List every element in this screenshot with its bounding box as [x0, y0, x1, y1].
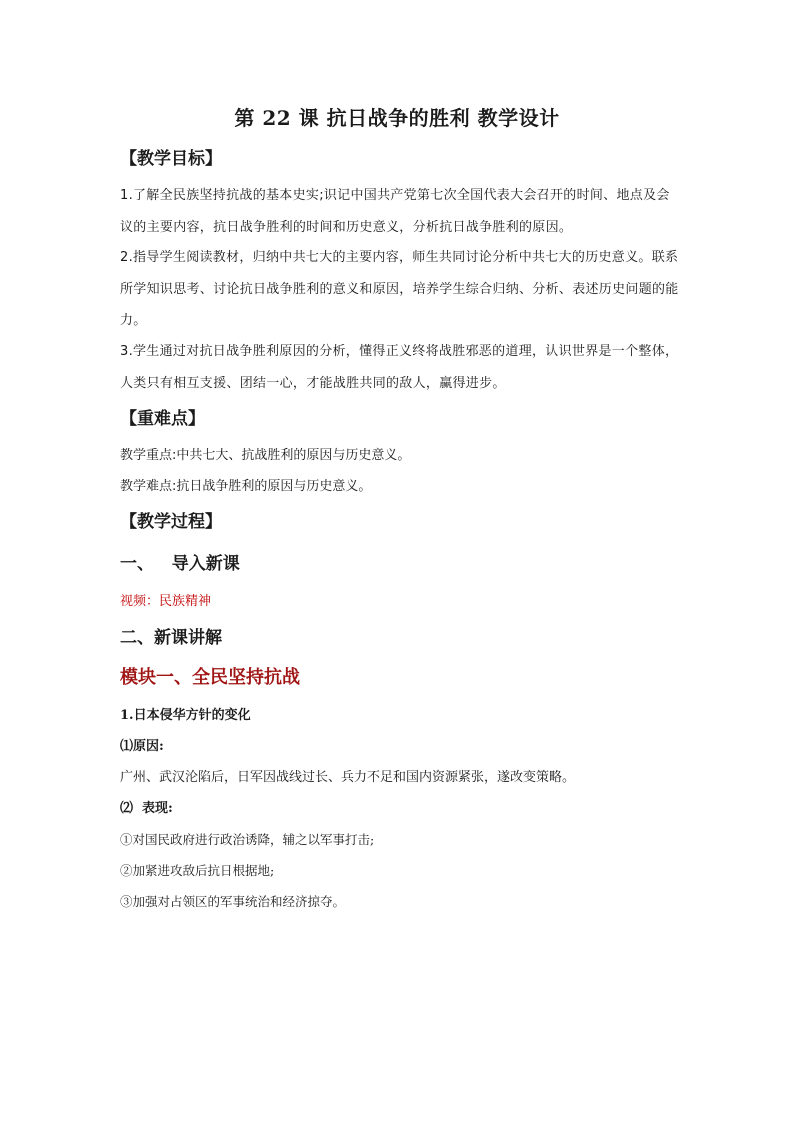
- reason-text: 广州、武汉沦陷后，日军因战线过长、兵力不足和国内资源紧张，遂改变策略。: [120, 770, 576, 785]
- section-heading-key-points: 【重难点】: [120, 409, 205, 429]
- document-title: 第 22 课 抗日战争的胜利 教学设计: [234, 106, 560, 130]
- process-part2-heading: 二、新课讲解: [120, 628, 222, 648]
- manifestation-item: ②加紧进攻敌后抗日根据地;: [120, 863, 275, 878]
- topic1-heading: 1.日本侵华方针的变化: [120, 708, 251, 723]
- objective-item-3: 3.学生通过对抗日战争胜利原因的分析，懂得正义终将战胜邪恶的道理，认识世界是一个整体，人类只有相互支援、团结一心，才能战胜共同的敌人，赢得进步。: [120, 344, 679, 391]
- key-point-difficulty: 教学难点:抗日战争胜利的原因与历史意义。: [120, 479, 372, 494]
- manifestation-item: ③加强对占领区的军事统治和经济掠夺。: [120, 894, 346, 909]
- module1-heading: 模块一、全民坚持抗战: [120, 667, 300, 688]
- objective-item-1: 1.了解全民族坚持抗战的基本史实;识记中国共产党第七次全国代表大会召开的时间、地点及会议的主要内容，抗日战争胜利的时间和历史意义，分析抗日战争胜利的原因。: [120, 188, 670, 235]
- key-point-focus: 教学重点:中共七大、抗战胜利的原因与历史意义。: [120, 448, 411, 463]
- manifestation-item: ①对国民政府进行政治诱降，辅之以军事打击;: [120, 832, 375, 847]
- manifestation-heading: ⑵ 表现:: [120, 801, 173, 816]
- reason-heading: ⑴原因:: [120, 739, 164, 754]
- video-label: 视频：民族精神: [120, 594, 212, 609]
- process-part1-heading: 一、 导入新课: [120, 554, 240, 574]
- section-heading-objectives: 【教学目标】: [120, 149, 222, 169]
- objective-item-2: 2.指导学生阅读教材，归纳中共七大的主要内容，师生共同讨论分析中共七大的历史意义。联系所学知识思考、讨论抗日战争胜利的意义和原因，培养学生综合归纳、分析、表述历史问题的能力。: [120, 250, 679, 328]
- section-heading-process: 【教学过程】: [120, 512, 222, 532]
